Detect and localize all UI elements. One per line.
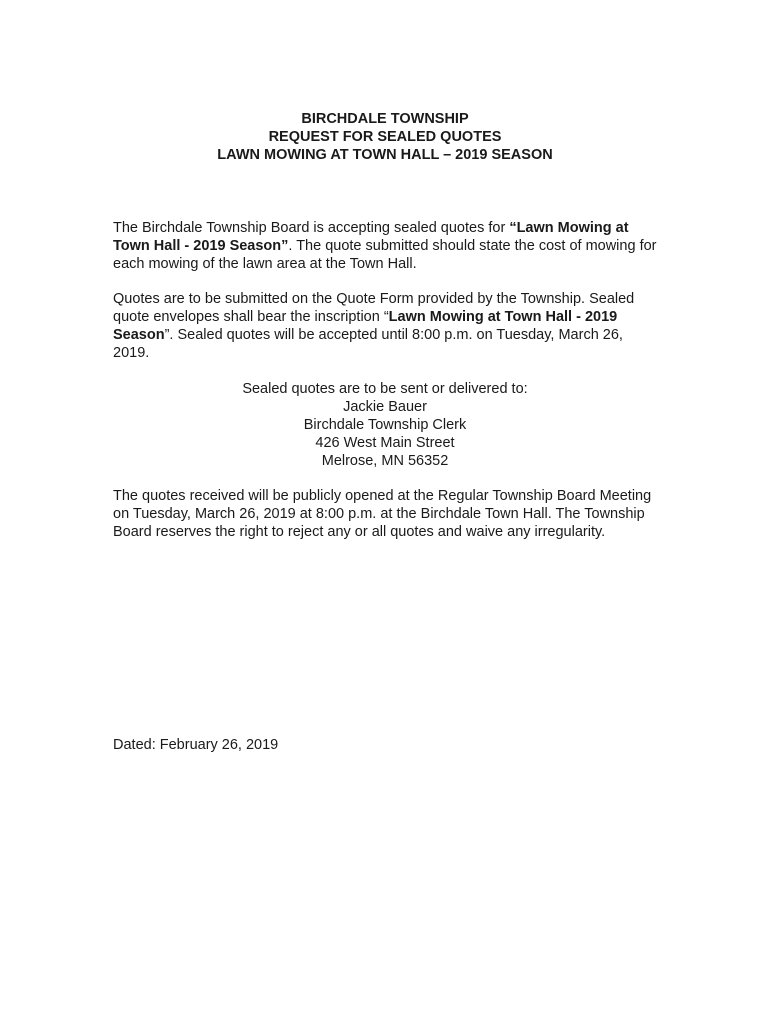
document-header — [0, 110, 770, 164]
paragraph-submission-text-end: ”. Sealed quotes will be accepted until 8:00 p.m. on Tuesday, March 26, 2019. — [113, 327, 623, 361]
header-township-name: BIRCHDALE TOWNSHIP — [301, 111, 469, 127]
paragraph-submission-instructions — [113, 290, 658, 362]
address-street: 426 West Main Street — [315, 435, 455, 451]
delivery-address-block — [0, 380, 770, 470]
paragraph-announcement-project-name: “Lawn Mowing at Town Hall - 2019 Season” — [113, 220, 629, 254]
header-request-title: REQUEST FOR SEALED QUOTES — [268, 129, 502, 145]
paragraph-submission-text-start: Quotes are to be submitted on the Quote Form provided by the Township. Sealed quote envelopes shall bear the inscription “ — [113, 291, 635, 325]
address-title: Birchdale Township Clerk — [303, 417, 467, 433]
paragraph-opening-details: The quotes received will be publicly opened at the Regular Township Board Meeting on Tuesday, March 26, 2019 at 8:00 p.m. at the Birchdale Town Hall. The Township Board reserves the right to reject any or all quotes and waive any irregularity. — [113, 488, 652, 540]
paragraph-submission-inscription: Lawn Mowing at Town Hall - 2019 Season — [113, 309, 618, 343]
address-city: Melrose, MN 56352 — [321, 453, 449, 469]
address-intro: Sealed quotes are to be sent or delivered to: — [242, 381, 528, 397]
dated-line: Dated: February 26, 2019 — [113, 737, 279, 753]
paragraph-announcement — [113, 219, 658, 273]
paragraph-announcement-text-end: . The quote submitted should state the cost of mowing for each mowing of the lawn area at the Town Hall. — [113, 238, 657, 272]
paragraph-announcement-text-start: The Birchdale Township Board is accepting sealed quotes for — [113, 220, 510, 236]
address-name: Jackie Bauer — [343, 399, 427, 415]
header-project-title: LAWN MOWING AT TOWN HALL – 2019 SEASON — [217, 147, 553, 163]
